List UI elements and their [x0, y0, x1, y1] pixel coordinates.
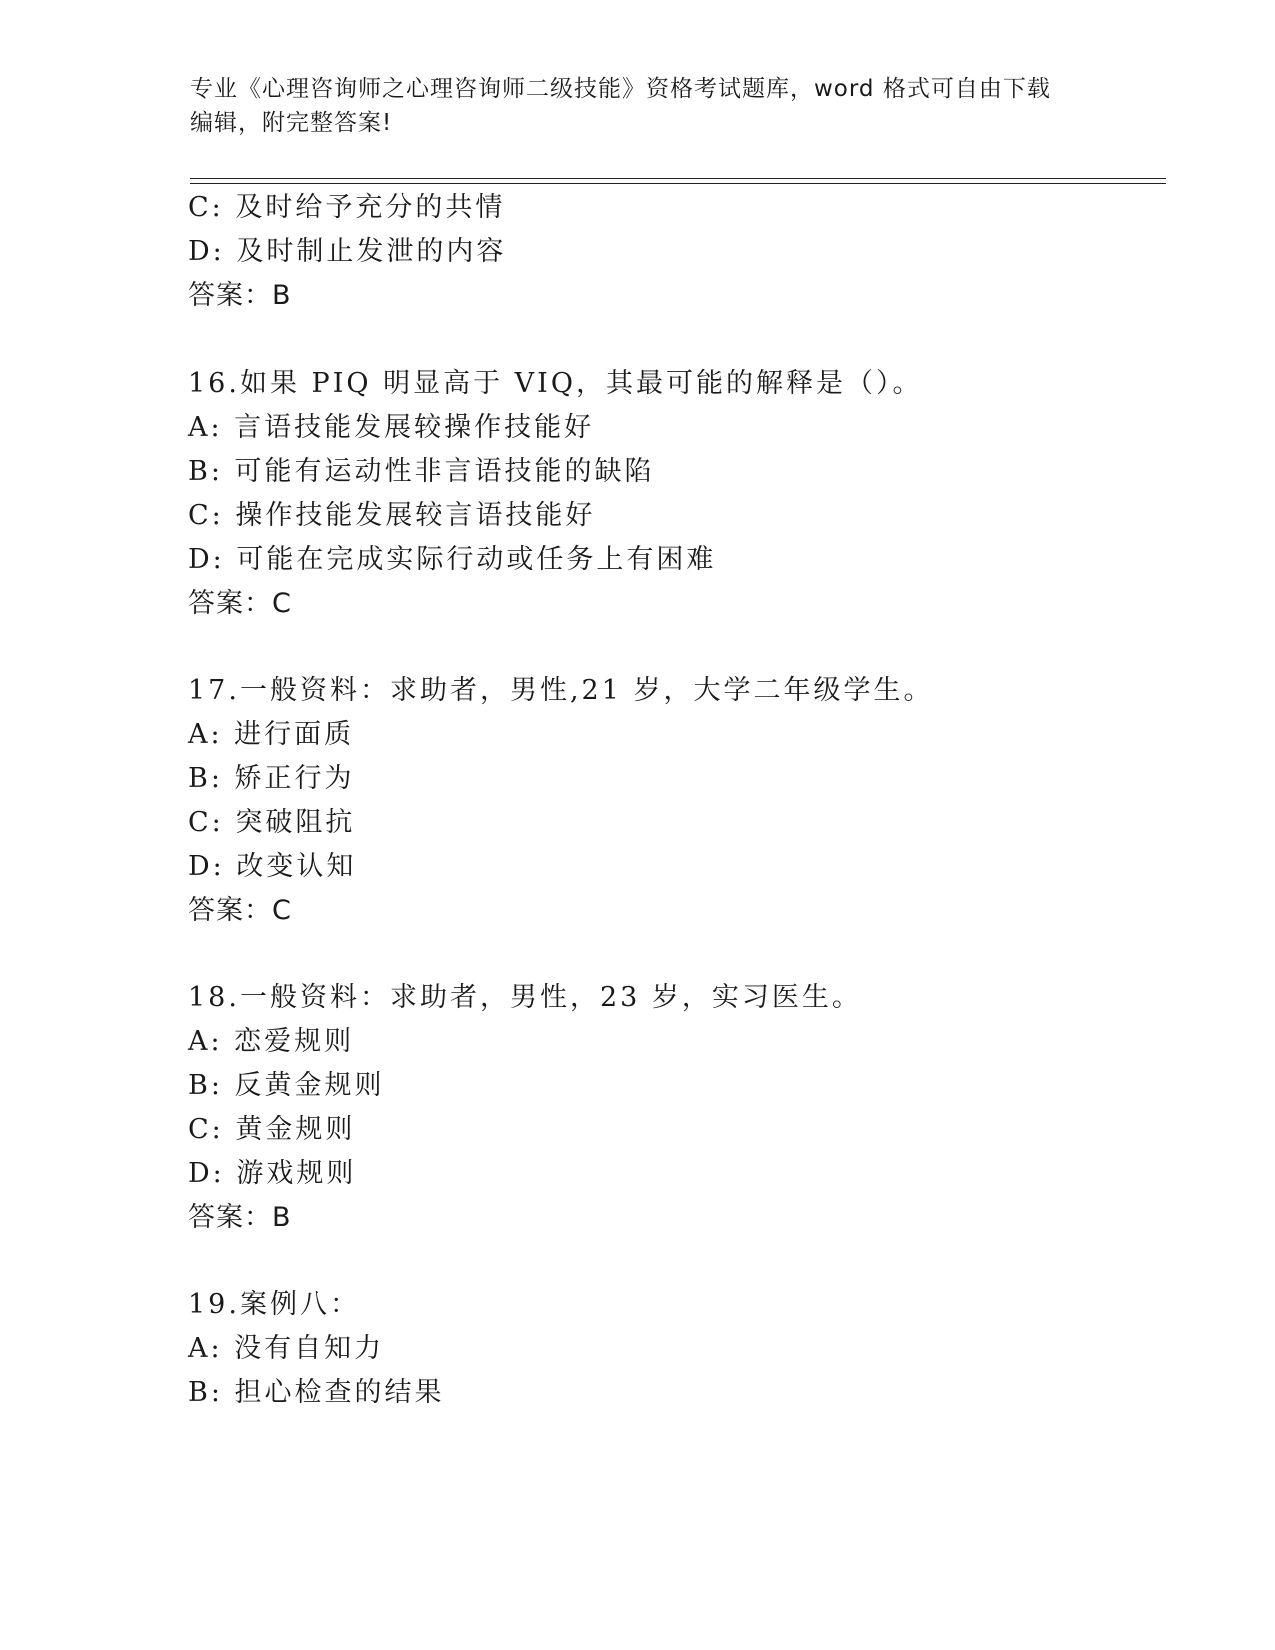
- q16-option-a: A: 言语技能发展较操作技能好: [188, 412, 595, 443]
- q16-answer: 答案：C: [188, 588, 292, 619]
- q16-option-b: B: 可能有运动性非言语技能的缺陷: [188, 456, 655, 487]
- q18-option-a: A: 恋爱规则: [188, 1026, 355, 1057]
- q16-option-d: D: 可能在完成实际行动或任务上有困难: [188, 544, 717, 575]
- q16-option-c: C: 操作技能发展较言语技能好: [188, 500, 596, 531]
- document-header: [190, 72, 1090, 140]
- q17-answer: 答案：C: [188, 895, 292, 926]
- header-line-2: 编辑，附完整答案!: [190, 110, 393, 136]
- header-divider-bottom: [190, 183, 1166, 184]
- q15-option-c: C: 及时给予充分的共情: [188, 192, 506, 223]
- q19-option-b: B: 担心检查的结果: [188, 1377, 445, 1408]
- q17-stem: 17.一般资料：求助者，男性,21 岁，大学二年级学生。: [188, 675, 934, 706]
- q17-option-d: D: 改变认知: [188, 851, 357, 882]
- q18-option-b: B: 反黄金规则: [188, 1070, 385, 1101]
- q17-option-a: A: 进行面质: [188, 719, 355, 750]
- q19-stem: 19.案例八：: [188, 1289, 360, 1320]
- q17-option-b: B: 矫正行为: [188, 763, 355, 794]
- q15-option-d: D: 及时制止发泄的内容: [188, 236, 507, 267]
- q18-option-c: C: 黄金规则: [188, 1114, 356, 1145]
- q16-stem: 16.如果 PIQ 明显高于 VIQ，其最可能的解释是（）。: [188, 368, 923, 399]
- q18-option-d: D: 游戏规则: [188, 1158, 357, 1189]
- q19-option-a: A: 没有自知力: [188, 1333, 385, 1364]
- q15-answer: 答案：B: [188, 280, 292, 311]
- header-line-1: 专业《心理咨询师之心理咨询师二级技能》资格考试题库，word 格式可自由下载: [190, 76, 1051, 102]
- q17-option-c: C: 突破阻抗: [188, 807, 356, 838]
- q18-answer: 答案：B: [188, 1202, 292, 1233]
- q18-stem: 18.一般资料：求助者，男性，23 岁，实习医生。: [188, 982, 862, 1013]
- header-divider-top: [190, 178, 1166, 179]
